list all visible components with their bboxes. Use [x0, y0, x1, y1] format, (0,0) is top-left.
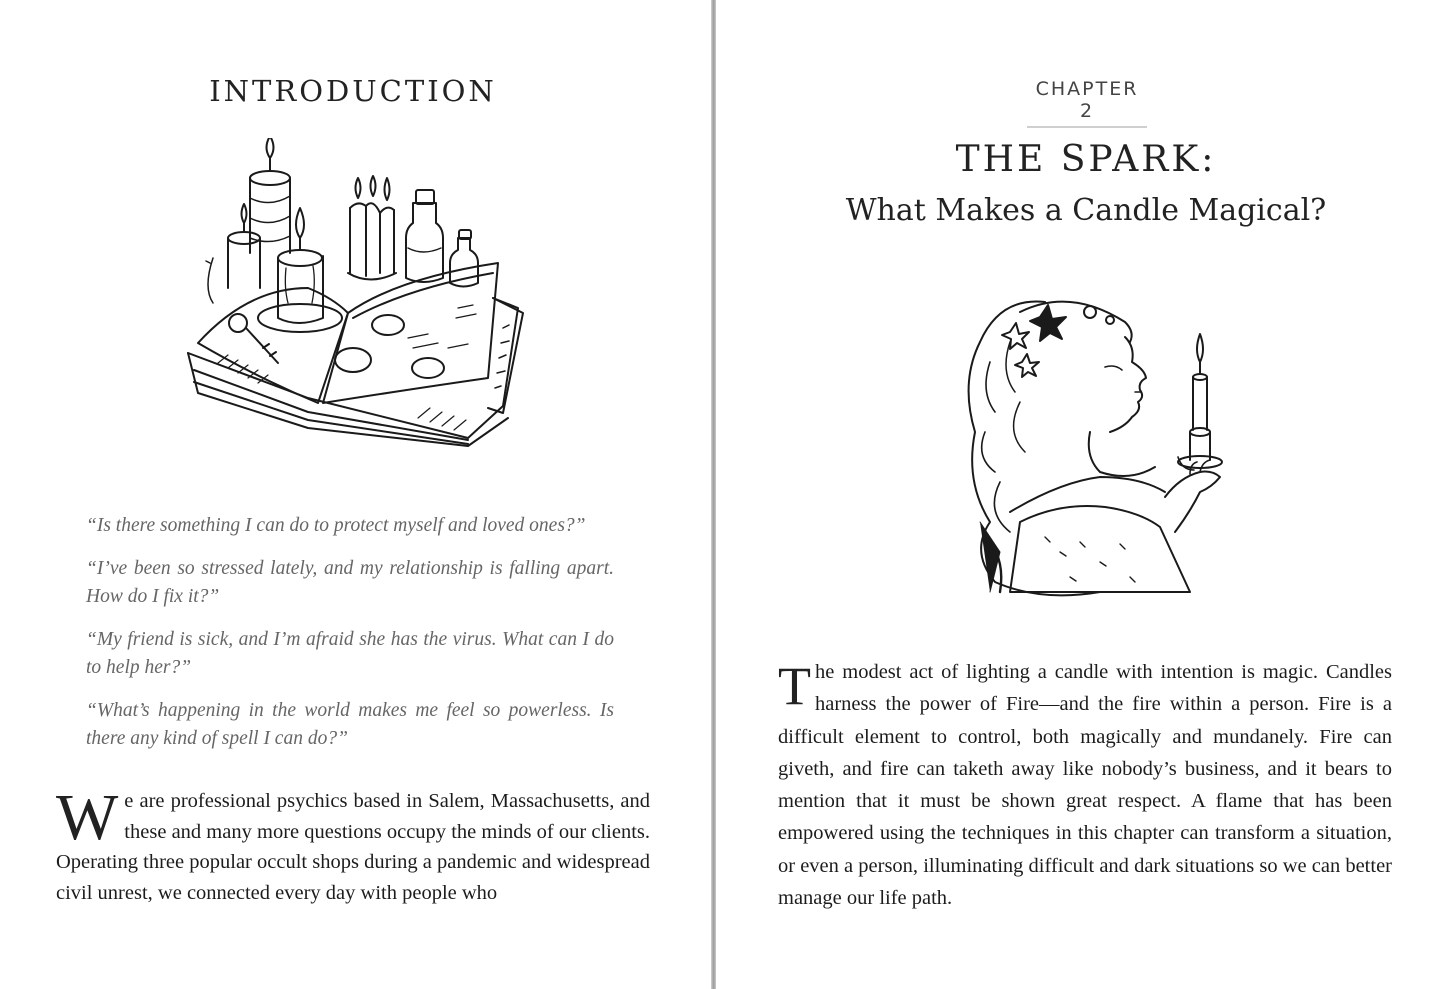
drop-cap: T: [778, 656, 811, 716]
intro-body-paragraph: [56, 781, 650, 908]
intro-body-text: e are professional psychics based in Salem, Massachusetts, and these and many more questions occupy the minds of our clients. Operating three popular occult shops during a pandemic and widespread civil unrest, we connected every day with people who: [56, 790, 650, 904]
right-page: [716, 0, 1439, 989]
chapter-body-text: he modest act of lighting a candle with intention is magic. Candles harness the power of Fire—and the fire within a person. Fire is a difficult element to control, both magically and mundanely. Fire can giveth, and fire can taketh away like nobody’s business, and it bears to mention that it must be shown great respect. A flame that has been empowered using the techniques in this chapter can transform a situation, or even a person, illuminating difficult and dark situations so we can better manage our life path.: [778, 661, 1392, 910]
chapter-body-paragraph: [778, 656, 1392, 914]
quote-item: “My friend is sick, and I’m afraid she has the virus. What can I do to help her?”: [86, 628, 614, 678]
left-page: [0, 0, 712, 989]
quote-item: “What’s happening in the world makes me feel so powerless. Is there any kind of spell I can do?”: [86, 699, 614, 749]
woman-holding-candle-illustration-icon: [950, 282, 1240, 602]
quote-item: “I’ve been so stressed lately, and my relationship is falling apart. How do I fix it?”: [86, 557, 614, 607]
client-quotes: [86, 512, 614, 768]
candles-spellbook-illustration-icon: [158, 138, 533, 453]
drop-cap: W: [56, 781, 119, 854]
chapter-subtitle: What Makes a Candle Magical?: [845, 193, 1327, 228]
page-heading: INTRODUCTION: [209, 74, 497, 108]
chapter-title: THE SPARK:: [955, 139, 1217, 180]
quote-item: “Is there something I can do to protect myself and loved ones?”: [86, 515, 586, 536]
chapter-label: CHAPTER 2: [1027, 78, 1147, 128]
